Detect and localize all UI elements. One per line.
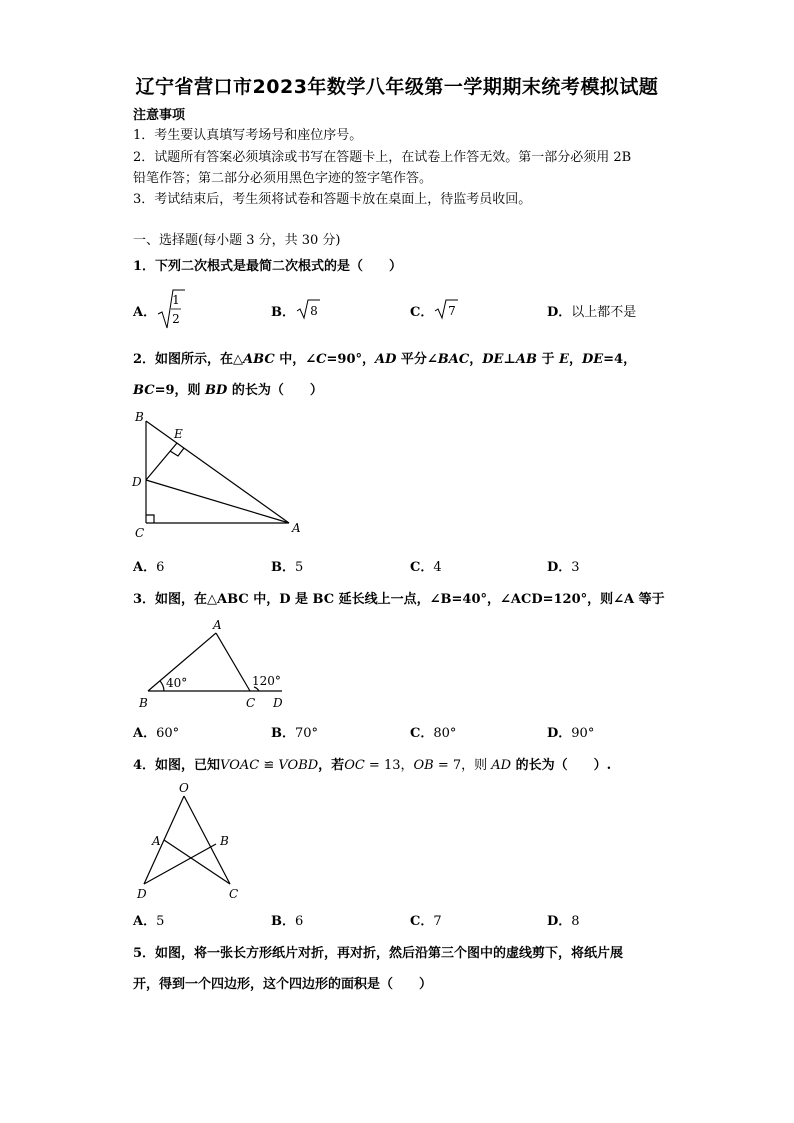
q1-a-denominator: 2 (172, 312, 180, 326)
q4-label-A: A (152, 834, 161, 848)
q2-option-d-value: 3 (571, 560, 580, 575)
q1-option-b-label: B． (271, 305, 295, 320)
notice-heading: 注意事项 (133, 108, 186, 123)
q1-option-a-label: A． (133, 305, 157, 320)
q4-text: 4．如图，已知 (133, 758, 221, 773)
q2-math: DE (482, 352, 504, 367)
q3-stem: 3．如图，在△ABC 中，D 是 BC 延长线上一点，∠B=40°，∠ACD=120°，则∠A 等于 (133, 592, 665, 607)
q2-text: ， (568, 352, 582, 367)
q4-label-O: O (179, 781, 189, 795)
q2-option-c-value: 4 (433, 560, 442, 575)
q4-text: = 7，则 (433, 758, 492, 773)
q2-math: BD (205, 383, 228, 398)
q4-option-d-label: D． (547, 914, 572, 929)
q4-option-c-value: 7 (433, 914, 442, 929)
q4-text: ，若 (318, 758, 345, 773)
q4-option-a-value: 5 (156, 914, 165, 929)
q3-angle-label-B: 40° (166, 676, 188, 690)
q1-option-b (271, 301, 295, 320)
q3-option-d (547, 722, 594, 741)
q1-option-d-label: D． (547, 305, 572, 320)
notice-item-3: 3．考试结束后，考生须将试卷和答题卡放在桌面上，待监考员收回。 (133, 192, 532, 207)
q2-label-A: A (292, 521, 301, 535)
q2-option-a-value: 6 (156, 560, 165, 575)
q2-label-E: E (174, 427, 183, 441)
q3-option-a (133, 722, 179, 741)
q1-option-d-value: 以上都不是 (571, 305, 637, 320)
q2-right-angle-C (146, 515, 154, 523)
q4-text: 的长为（ ）. (511, 758, 612, 773)
section-heading: 一、选择题(每小题 3 分，共 30 分) (133, 233, 341, 248)
q3-angle-label-C: 120° (252, 674, 281, 688)
q2-stem-line1 (133, 348, 636, 367)
q3-option-a-label: A． (133, 726, 157, 741)
q4-math: OC (344, 758, 365, 773)
q2-segment-DE (146, 443, 177, 480)
q2-text: 于 (536, 352, 560, 367)
q2-option-b (271, 556, 303, 575)
q2-segment-BA (146, 421, 289, 523)
q4-option-d-value: 8 (571, 914, 580, 929)
q4-option-a (133, 910, 164, 929)
q2-label-D: D (132, 475, 142, 489)
q3-option-d-value: 90° (571, 726, 595, 741)
q2-math: ABC (243, 352, 275, 367)
q1-option-d (547, 301, 636, 320)
q2-text: ⊥ (503, 352, 516, 367)
q3-label-A: A (213, 618, 222, 632)
q4-option-a-label: A． (133, 914, 157, 929)
notice-item-2-cont: 铅笔作答；第二部分必须用黑色字迹的签字笔作答。 (133, 171, 433, 186)
q5-stem-line2: 开，得到一个四边形，这个四边形的面积是（ ） (133, 977, 433, 992)
q2-option-b-label: B． (271, 560, 295, 575)
q4-label-B: B (220, 834, 229, 848)
q1-option-c (410, 301, 433, 320)
q4-text: = 13， (364, 758, 414, 773)
q2-option-a-label: A． (133, 560, 157, 575)
q4-stem (133, 754, 611, 773)
q2-text: 平分∠ (396, 352, 438, 367)
q3-option-b (271, 722, 318, 741)
q4-figure (130, 778, 250, 904)
q4-label-D: D (137, 887, 147, 901)
q2-math: AB (515, 352, 537, 367)
q2-text: =9，则 (154, 383, 206, 398)
q1-option-c-label: C． (410, 305, 434, 320)
q2-option-c (410, 556, 442, 575)
q2-label-C: C (135, 526, 145, 540)
q3-option-c-label: C． (410, 726, 434, 741)
q2-math: AD (374, 352, 397, 367)
q2-math: E (559, 352, 569, 367)
q1-option-c-radical (434, 298, 460, 320)
q2-math: BC (133, 383, 155, 398)
q5-stem-line1: 5．如图，将一张长方形纸片对折，再对折，然后沿第三个图中的虚线剪下，将纸片展 (133, 946, 624, 961)
q1-stem: 1．下列二次根式是最简二次根式的是（ ） (133, 259, 403, 274)
q3-segment-AC (216, 633, 250, 691)
q2-option-c-label: C． (410, 560, 434, 575)
q3-label-B: B (139, 696, 148, 710)
notice-item-1: 1．考生要认真填写考场号和座位序号。 (133, 128, 363, 143)
q2-option-d (547, 556, 580, 575)
q4-option-b-label: B． (271, 914, 295, 929)
q3-option-b-label: B． (271, 726, 295, 741)
q3-option-c-value: 80° (433, 726, 457, 741)
q4-math: OB (413, 758, 434, 773)
q3-angle-arc-B (160, 681, 164, 691)
q1-option-a-radical (156, 288, 186, 332)
q1-option-a (133, 301, 156, 320)
q2-segment-DA (146, 480, 289, 523)
q3-figure (130, 615, 300, 713)
q2-stem-line2 (133, 379, 323, 398)
q2-option-b-value: 5 (295, 560, 304, 575)
q4-math: AD (491, 758, 512, 773)
q2-math: C (316, 352, 327, 367)
q4-math: VOBD (278, 758, 319, 773)
page-title: 辽宁省营口市2023年数学八年级第一学期期末统考模拟试题 (135, 76, 659, 98)
q2-text: 的长为（ ） (227, 383, 323, 398)
q4-math: VOAC (220, 758, 260, 773)
q2-label-B: B (135, 410, 144, 424)
q3-label-C: C (246, 696, 256, 710)
q4-label-C: C (229, 887, 239, 901)
q4-option-c (410, 910, 442, 929)
q1-option-b-radical (296, 298, 322, 320)
q1-c-radicand: 7 (448, 304, 456, 318)
q3-option-c (410, 722, 456, 741)
q4-option-b (271, 910, 303, 929)
notice-item-2: 2．试题所有答案必须填涂或书写在答题卡上，在试卷上作答无效。第一部分必须用 2B (133, 150, 632, 165)
q2-math: DE (581, 352, 604, 367)
q4-option-d (547, 910, 580, 929)
q4-text: ≌ (259, 758, 279, 773)
q2-text: =4， (603, 352, 637, 367)
q2-text: ， (469, 352, 483, 367)
q2-figure (125, 405, 315, 545)
q1-a-numerator: 1 (172, 293, 180, 307)
q2-option-a (133, 556, 164, 575)
q2-text: =90°， (326, 352, 375, 367)
q4-option-c-label: C． (410, 914, 434, 929)
q3-option-b-value: 70° (295, 726, 319, 741)
q3-option-d-label: D． (547, 726, 572, 741)
q2-option-d-label: D． (547, 560, 572, 575)
q4-option-b-value: 6 (295, 914, 304, 929)
q1-b-radicand: 8 (310, 304, 318, 318)
q2-text: 中，∠ (274, 352, 317, 367)
q2-math: BAC (437, 352, 470, 367)
q2-text: 2．如图所示，在△ (133, 352, 244, 367)
q3-label-D: D (273, 696, 283, 710)
q3-option-a-value: 60° (156, 726, 180, 741)
